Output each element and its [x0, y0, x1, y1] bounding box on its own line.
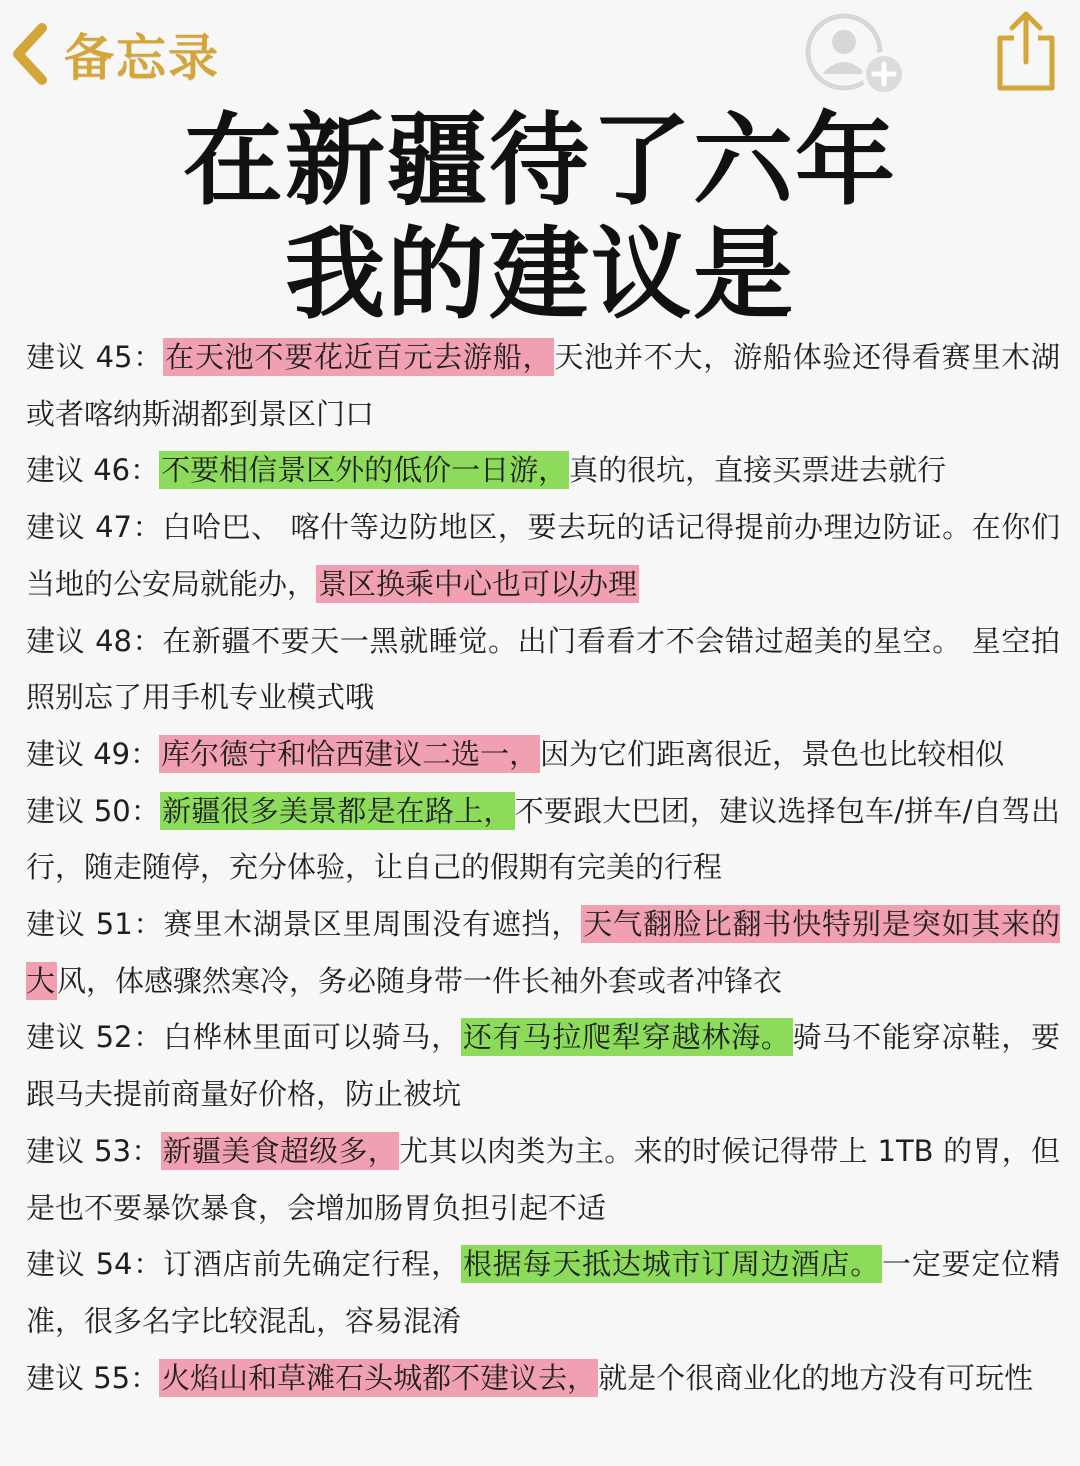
tip-highlight: 火焰山和草滩石头城都不建议去，: [161, 1360, 597, 1395]
tip-text: 在新疆不要天一黑就睡觉。出门看看才不会错过超美的星空。 星空拍照别忘了用手机专业模式哦: [26, 623, 1060, 715]
tip-text: 尤其以肉类为主。来的时候记得带上 1TB 的胃，但是也不要暴饮暴食，会增加肠胃负担引起不适: [26, 1133, 1061, 1225]
tip-highlight: 天气翻脸比翻书快特别是突如其来的大: [26, 907, 1060, 998]
tip-highlight: 根据每天抵达城市订周边酒店。: [462, 1247, 881, 1282]
tip-highlight: 库尔德宁和恰西建议二选一，: [161, 736, 539, 771]
tip-text: 订酒店前先确定行程，: [163, 1247, 461, 1282]
tip-label: 建议 48：: [26, 623, 163, 658]
tip-text: 风，体感骤然寒冷，务必随身带一件长袖外套或者冲锋衣: [57, 963, 783, 998]
tip-label: 建议 53：: [26, 1133, 161, 1168]
tip-label: 建议 47：: [26, 510, 163, 545]
tip-label: 建议 46：: [26, 453, 160, 488]
tip-text: 骑马不能穿凉鞋，要跟马夫提前商量好价格，防止被坑: [26, 1020, 1060, 1112]
tip-label: 建议 45：: [26, 340, 164, 374]
tip-text: 就是个很商业化的地方没有可玩性: [598, 1360, 1034, 1395]
tip-label: 建议 50：: [26, 793, 161, 828]
tip-text: 真的很坑，直接买票进去就行: [569, 453, 947, 488]
back-button[interactable]: [10, 18, 220, 90]
back-label: 备忘录: [64, 29, 220, 87]
tip-49: [26, 726, 1060, 783]
tip-label: 建议 49：: [26, 736, 160, 771]
tip-text: 不要跟大巴团，建议选择包车/拼车/自驾出行，随走随停，充分体验，让自己的假期有完美的行程: [26, 793, 1060, 885]
title-line-2: 我的建议是: [285, 216, 795, 333]
tip-48: [26, 613, 1060, 726]
tip-label: 建议 52：: [26, 1020, 164, 1055]
tip-highlight: 在天池不要花近百元去游船，: [165, 340, 553, 374]
tip-47: [26, 499, 1060, 612]
tip-highlight: 不要相信景区外的低价一日游，: [161, 453, 568, 488]
tip-highlight: 还有马拉爬犁穿越林海。: [462, 1020, 791, 1055]
tip-46: [26, 442, 1060, 499]
tip-text: 赛里木湖景区里周围没有遮挡，: [163, 907, 582, 942]
tip-45: [26, 329, 1060, 442]
tip-54: [26, 1236, 1060, 1349]
tip-52: [26, 1009, 1060, 1122]
tip-55: [26, 1350, 1060, 1407]
tip-53: [26, 1123, 1060, 1236]
add-person-button[interactable]: [804, 12, 908, 96]
note-body: [26, 329, 1060, 1406]
add-person-icon: [804, 12, 908, 96]
navigation-bar: [0, 0, 1080, 100]
tip-50: [26, 783, 1060, 896]
tip-highlight: 景区换乘中心也可以办理: [318, 566, 638, 601]
tip-label: 建议 55：: [26, 1360, 160, 1395]
tip-highlight: 新疆美食超级多，: [162, 1133, 398, 1168]
tip-text: 白哈巴、 喀什等边防地区，要去玩的话记得提前办理边防证。在你们当地的公安局就能办，: [26, 510, 1060, 601]
tip-text: 天池并不大，游船体验还得看赛里木湖或者喀纳斯湖都到景区门口: [26, 340, 1060, 431]
tip-text: 白桦林里面可以骑马，: [163, 1020, 461, 1055]
share-icon: [994, 8, 1058, 94]
tip-text: 一定要定位精准，很多名字比较混乱，容易混淆: [26, 1247, 1060, 1338]
tip-label: 建议 51：: [26, 907, 164, 942]
title-line-1: 在新疆待了六年: [183, 102, 897, 219]
tip-label: 建议 54：: [26, 1247, 164, 1282]
tip-51: [26, 896, 1060, 1009]
share-button[interactable]: [994, 8, 1058, 94]
chevron-left-icon: [10, 22, 50, 86]
tip-highlight: 新疆很多美景都是在路上，: [162, 793, 513, 828]
note-title: [0, 104, 1080, 332]
tip-text: 因为它们距离很近，景色也比较相似: [540, 736, 1005, 771]
